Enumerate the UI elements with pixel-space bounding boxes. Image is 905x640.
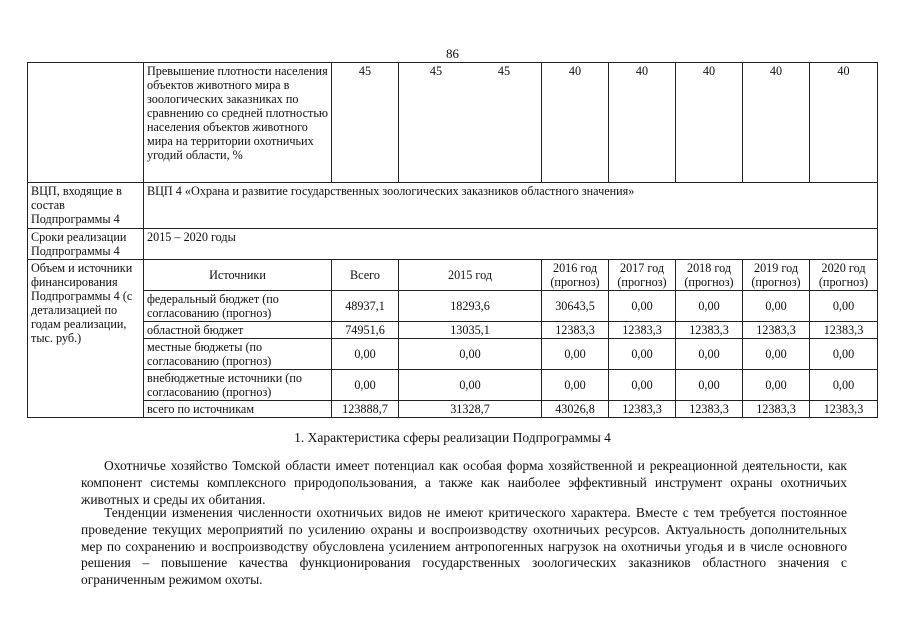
page-number: 86 xyxy=(446,46,459,61)
body-paragraph: Тенденции изменения численности охотничьих видов не имеют критического характера. Вместе с тем требуется постоянное проведение текущих мероприятий по усилению охраны и воспроизводству охотничьих ресурсов. Актуальность дополнительных мер по сохранению и воспроизводству обусловлена усилением антропогенных нагрузок на охотничьи угодья и в числе основного решения – повышение качества функционирования государственных зоологических заказников областного значения с ограниченным режимом охоты. xyxy=(81,505,847,588)
indicator-value: 40 xyxy=(609,63,676,183)
financing-value: 123888,7 xyxy=(332,401,399,418)
financing-value: 74951,6 xyxy=(332,322,399,339)
indicator-value: 45 45 xyxy=(399,63,542,183)
financing-header-cell: Всего xyxy=(332,260,399,291)
financing-row-extrabudgetary xyxy=(28,370,878,401)
financing-header-cell: 2019 год (прогноз) xyxy=(743,260,810,291)
financing-value: 0,00 xyxy=(810,339,878,370)
financing-row-regional xyxy=(28,322,878,339)
indicator-empty-cell xyxy=(28,63,144,183)
subprogram-passport-table xyxy=(27,62,878,418)
financing-value: 48937,1 xyxy=(332,291,399,322)
financing-source: федеральный бюджет (по согласованию (прогноз) xyxy=(144,291,332,322)
financing-value: 0,00 xyxy=(399,370,542,401)
vcp-row xyxy=(28,183,878,229)
terms-label: Сроки реализации Подпрограммы 4 xyxy=(28,229,144,260)
indicator-value: 45 xyxy=(332,63,399,183)
financing-header-row xyxy=(28,260,878,291)
financing-header-cell: 2016 год (прогноз) xyxy=(542,260,609,291)
financing-header-cell: 2015 год xyxy=(399,260,542,291)
financing-header-cell: 2018 год (прогноз) xyxy=(676,260,743,291)
vcp-label: ВЦП, входящие в состав Подпрограммы 4 xyxy=(28,183,144,229)
financing-value: 0,00 xyxy=(676,370,743,401)
financing-label: Объем и источники финансирования Подпрограммы 4 (с детализацией по годам реализации, тыс. руб.) xyxy=(28,260,144,418)
financing-value: 0,00 xyxy=(609,339,676,370)
financing-source: всего по источникам xyxy=(144,401,332,418)
financing-value: 0,00 xyxy=(399,339,542,370)
financing-value: 31328,7 xyxy=(399,401,542,418)
financing-value: 0,00 xyxy=(542,339,609,370)
financing-value: 12383,3 xyxy=(743,401,810,418)
financing-value: 12383,3 xyxy=(676,322,743,339)
financing-value: 0,00 xyxy=(609,291,676,322)
financing-value: 12383,3 xyxy=(810,322,878,339)
financing-value: 18293,6 xyxy=(399,291,542,322)
financing-value: 12383,3 xyxy=(810,401,878,418)
financing-value: 0,00 xyxy=(332,370,399,401)
indicator-row xyxy=(28,63,878,183)
body-paragraph: Охотничье хозяйство Томской области имеет потенциал как особая форма хозяйственной и рекреационной деятельности, как компонент системы комплексного природопользования, а также как наиболее эффективный инструмент охраны охотничьих животных и среды их обитания. xyxy=(81,458,847,507)
financing-row-total xyxy=(28,401,878,418)
financing-value: 12383,3 xyxy=(676,401,743,418)
terms-value: 2015 – 2020 годы xyxy=(144,229,878,260)
financing-value: 0,00 xyxy=(676,291,743,322)
indicator-value: 40 xyxy=(743,63,810,183)
financing-value: 12383,3 xyxy=(743,322,810,339)
financing-value: 12383,3 xyxy=(542,322,609,339)
financing-value: 0,00 xyxy=(676,339,743,370)
financing-row-federal xyxy=(28,291,878,322)
indicator-value: 40 xyxy=(676,63,743,183)
financing-value: 0,00 xyxy=(743,370,810,401)
financing-header-cell: 2020 год (прогноз) xyxy=(810,260,878,291)
indicator-value: 40 xyxy=(810,63,878,183)
financing-row-local xyxy=(28,339,878,370)
financing-source: местные бюджеты (по согласованию (прогноз) xyxy=(144,339,332,370)
financing-value: 0,00 xyxy=(810,370,878,401)
financing-source: областной бюджет xyxy=(144,322,332,339)
vcp-value: ВЦП 4 «Охрана и развитие государственных зоологических заказников областного значения» xyxy=(144,183,878,229)
financing-value: 12383,3 xyxy=(609,401,676,418)
financing-value: 13035,1 xyxy=(399,322,542,339)
financing-value: 0,00 xyxy=(542,370,609,401)
financing-header-cell: Источники xyxy=(144,260,332,291)
financing-header-cell: 2017 год (прогноз) xyxy=(609,260,676,291)
financing-value: 30643,5 xyxy=(542,291,609,322)
financing-value: 12383,3 xyxy=(609,322,676,339)
financing-value: 0,00 xyxy=(743,291,810,322)
financing-value: 43026,8 xyxy=(542,401,609,418)
terms-row xyxy=(28,229,878,260)
financing-value: 0,00 xyxy=(810,291,878,322)
indicator-value: 40 xyxy=(542,63,609,183)
financing-value: 0,00 xyxy=(609,370,676,401)
section-heading: 1. Характеристика сферы реализации Подпрограммы 4 xyxy=(294,430,611,445)
financing-value: 0,00 xyxy=(743,339,810,370)
financing-source: внебюджетные источники (по согласованию (прогноз) xyxy=(144,370,332,401)
financing-value: 0,00 xyxy=(332,339,399,370)
indicator-text: Превышение плотности населения объектов животного мира в зоологических заказниках по сравнению со средней плотностью населения объектов животного мира на территории охотничьих угодий области, % xyxy=(144,63,332,183)
